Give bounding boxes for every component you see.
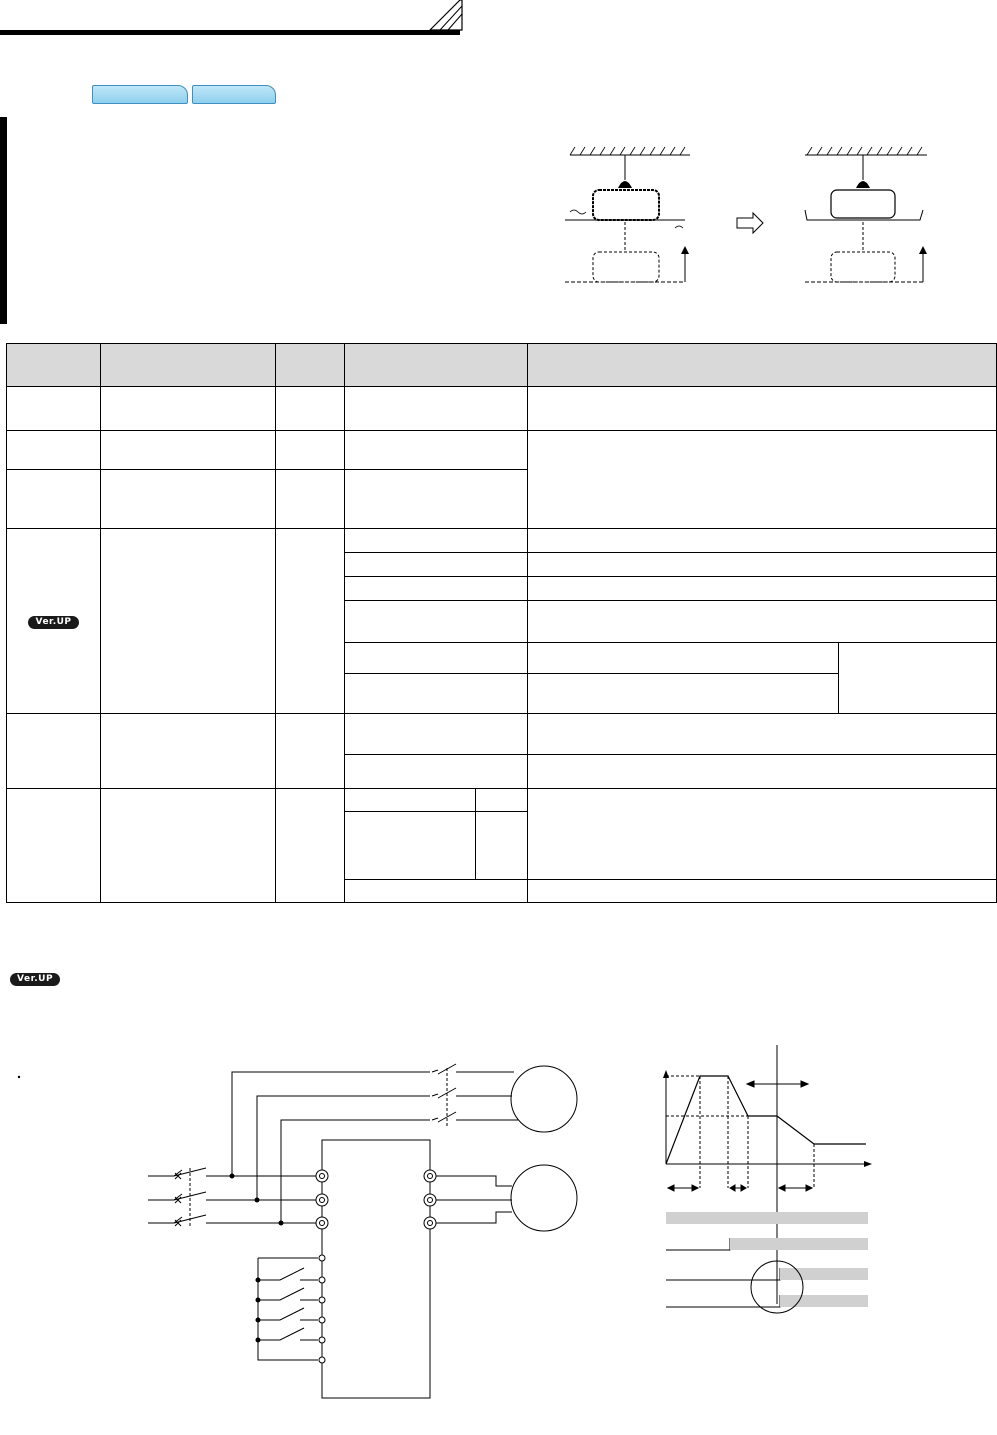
category-tab-1[interactable] xyxy=(92,85,188,104)
table-row xyxy=(7,431,997,470)
header-cell xyxy=(7,344,101,387)
header-rule xyxy=(0,0,470,40)
table-row xyxy=(7,528,997,552)
signal-bar-2 xyxy=(666,1238,868,1250)
inverter-box xyxy=(322,1140,430,1398)
load-after-figure xyxy=(805,147,927,282)
version-up-badge-section: Ver.UP xyxy=(10,973,60,986)
header-cell xyxy=(528,344,997,387)
header-cell xyxy=(345,344,528,387)
load-before-figure xyxy=(565,147,690,282)
version-up-badge: Ver.UP xyxy=(28,616,78,629)
timing-chart xyxy=(640,1040,880,1340)
header-cell xyxy=(101,344,276,387)
wiring-diagram xyxy=(0,1040,600,1410)
signal-bar-4 xyxy=(666,1295,868,1307)
header-cell xyxy=(276,344,345,387)
right-arrow-icon xyxy=(737,213,763,233)
table-row xyxy=(7,789,997,812)
motor-bottom xyxy=(511,1165,577,1231)
section-side-bar xyxy=(0,117,7,324)
contact-switch-icon xyxy=(432,1064,518,1128)
table-header-row xyxy=(7,344,997,387)
header-fold-icon xyxy=(430,0,462,30)
signal-bar-1 xyxy=(666,1212,868,1224)
table-row xyxy=(7,387,997,431)
category-tab-2[interactable] xyxy=(192,85,276,104)
table-row xyxy=(7,713,997,754)
motor-top xyxy=(511,1066,577,1132)
parameter-table xyxy=(6,343,997,903)
load-illustration xyxy=(555,140,945,290)
signal-bar-3 xyxy=(666,1268,868,1280)
